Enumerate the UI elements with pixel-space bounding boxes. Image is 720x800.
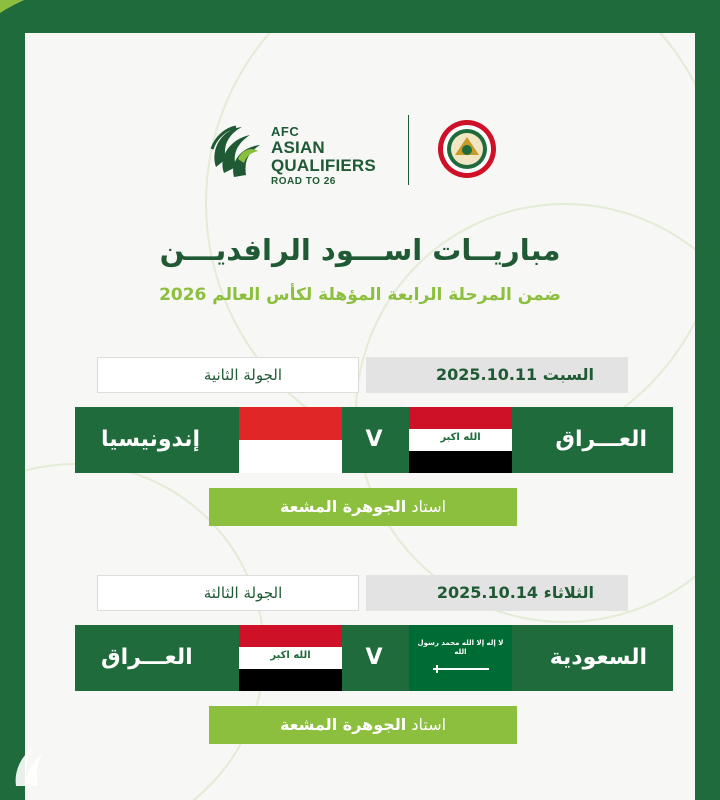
afc-wordmark [271, 125, 391, 187]
indonesia-flag-red-band [239, 407, 342, 440]
match-2-vs: V [365, 645, 383, 670]
page-subtitle: ضمن المرحلة الرابعة المؤهلة لكأس العالم 2026 [159, 285, 561, 305]
match-2-venue [209, 706, 517, 744]
iraq-flag-icon [409, 407, 512, 473]
match-1-date: السبت 2025.10.11 [366, 357, 628, 393]
match-1-venue-name: الجوهرة المشعة [279, 497, 407, 516]
logos-row [25, 111, 695, 201]
iraq-flag-red-band [409, 407, 512, 429]
iraq-flag-black-band [409, 451, 512, 473]
saudi-flag-sword-icon [409, 625, 512, 691]
afc-swirl-icon [208, 119, 266, 181]
iraq-flag-red-band [239, 625, 342, 647]
match-2-team-right: السعودية [549, 645, 647, 670]
match-2-bar [75, 625, 673, 691]
iraq-football-association-emblem [437, 119, 497, 179]
iraq-flag-script: الله اكبر [440, 432, 481, 443]
iraq-flag-icon [239, 625, 342, 691]
match-1-bar [75, 407, 673, 473]
iraq-flag-script: الله اكبر [270, 650, 311, 661]
match-1-round: الجولة الثانية [97, 357, 359, 393]
schedule-card [25, 33, 695, 800]
match-2-venue-prefix: استاد [406, 715, 447, 734]
match-1-vs: V [365, 427, 383, 452]
iraq-flag-black-band [239, 669, 342, 691]
afc-road-label: ROAD TO 26 [271, 176, 336, 187]
watermark-logo-icon [10, 744, 46, 790]
afc-label: AFC [271, 124, 300, 139]
indonesia-flag-white-band [239, 440, 342, 473]
match-2-round: الجولة الثالثة [97, 575, 359, 611]
match-2-team-left: العـــراق [101, 645, 193, 670]
logo-divider [408, 115, 409, 185]
match-1-venue [209, 488, 517, 526]
match-2-date: الثلاثاء 2025.10.14 [366, 575, 628, 611]
match-2-venue-name: الجوهرة المشعة [279, 715, 407, 734]
page-title: مباريــات اســـود الرافديـــن [159, 233, 561, 267]
saudi-flag-shahada: لا إله إلا الله محمد رسول الله [417, 639, 504, 656]
indonesia-flag-icon [239, 407, 342, 473]
saudi-flag-icon [409, 625, 512, 691]
afc-asian-label: ASIAN [271, 138, 325, 157]
match-1-team-left: إندونيسيا [101, 427, 201, 452]
match-1-venue-prefix: استاد [406, 497, 447, 516]
afc-qualifiers-label: QUALIFIERS [271, 156, 376, 175]
match-1-team-right: العـــراق [555, 427, 647, 452]
